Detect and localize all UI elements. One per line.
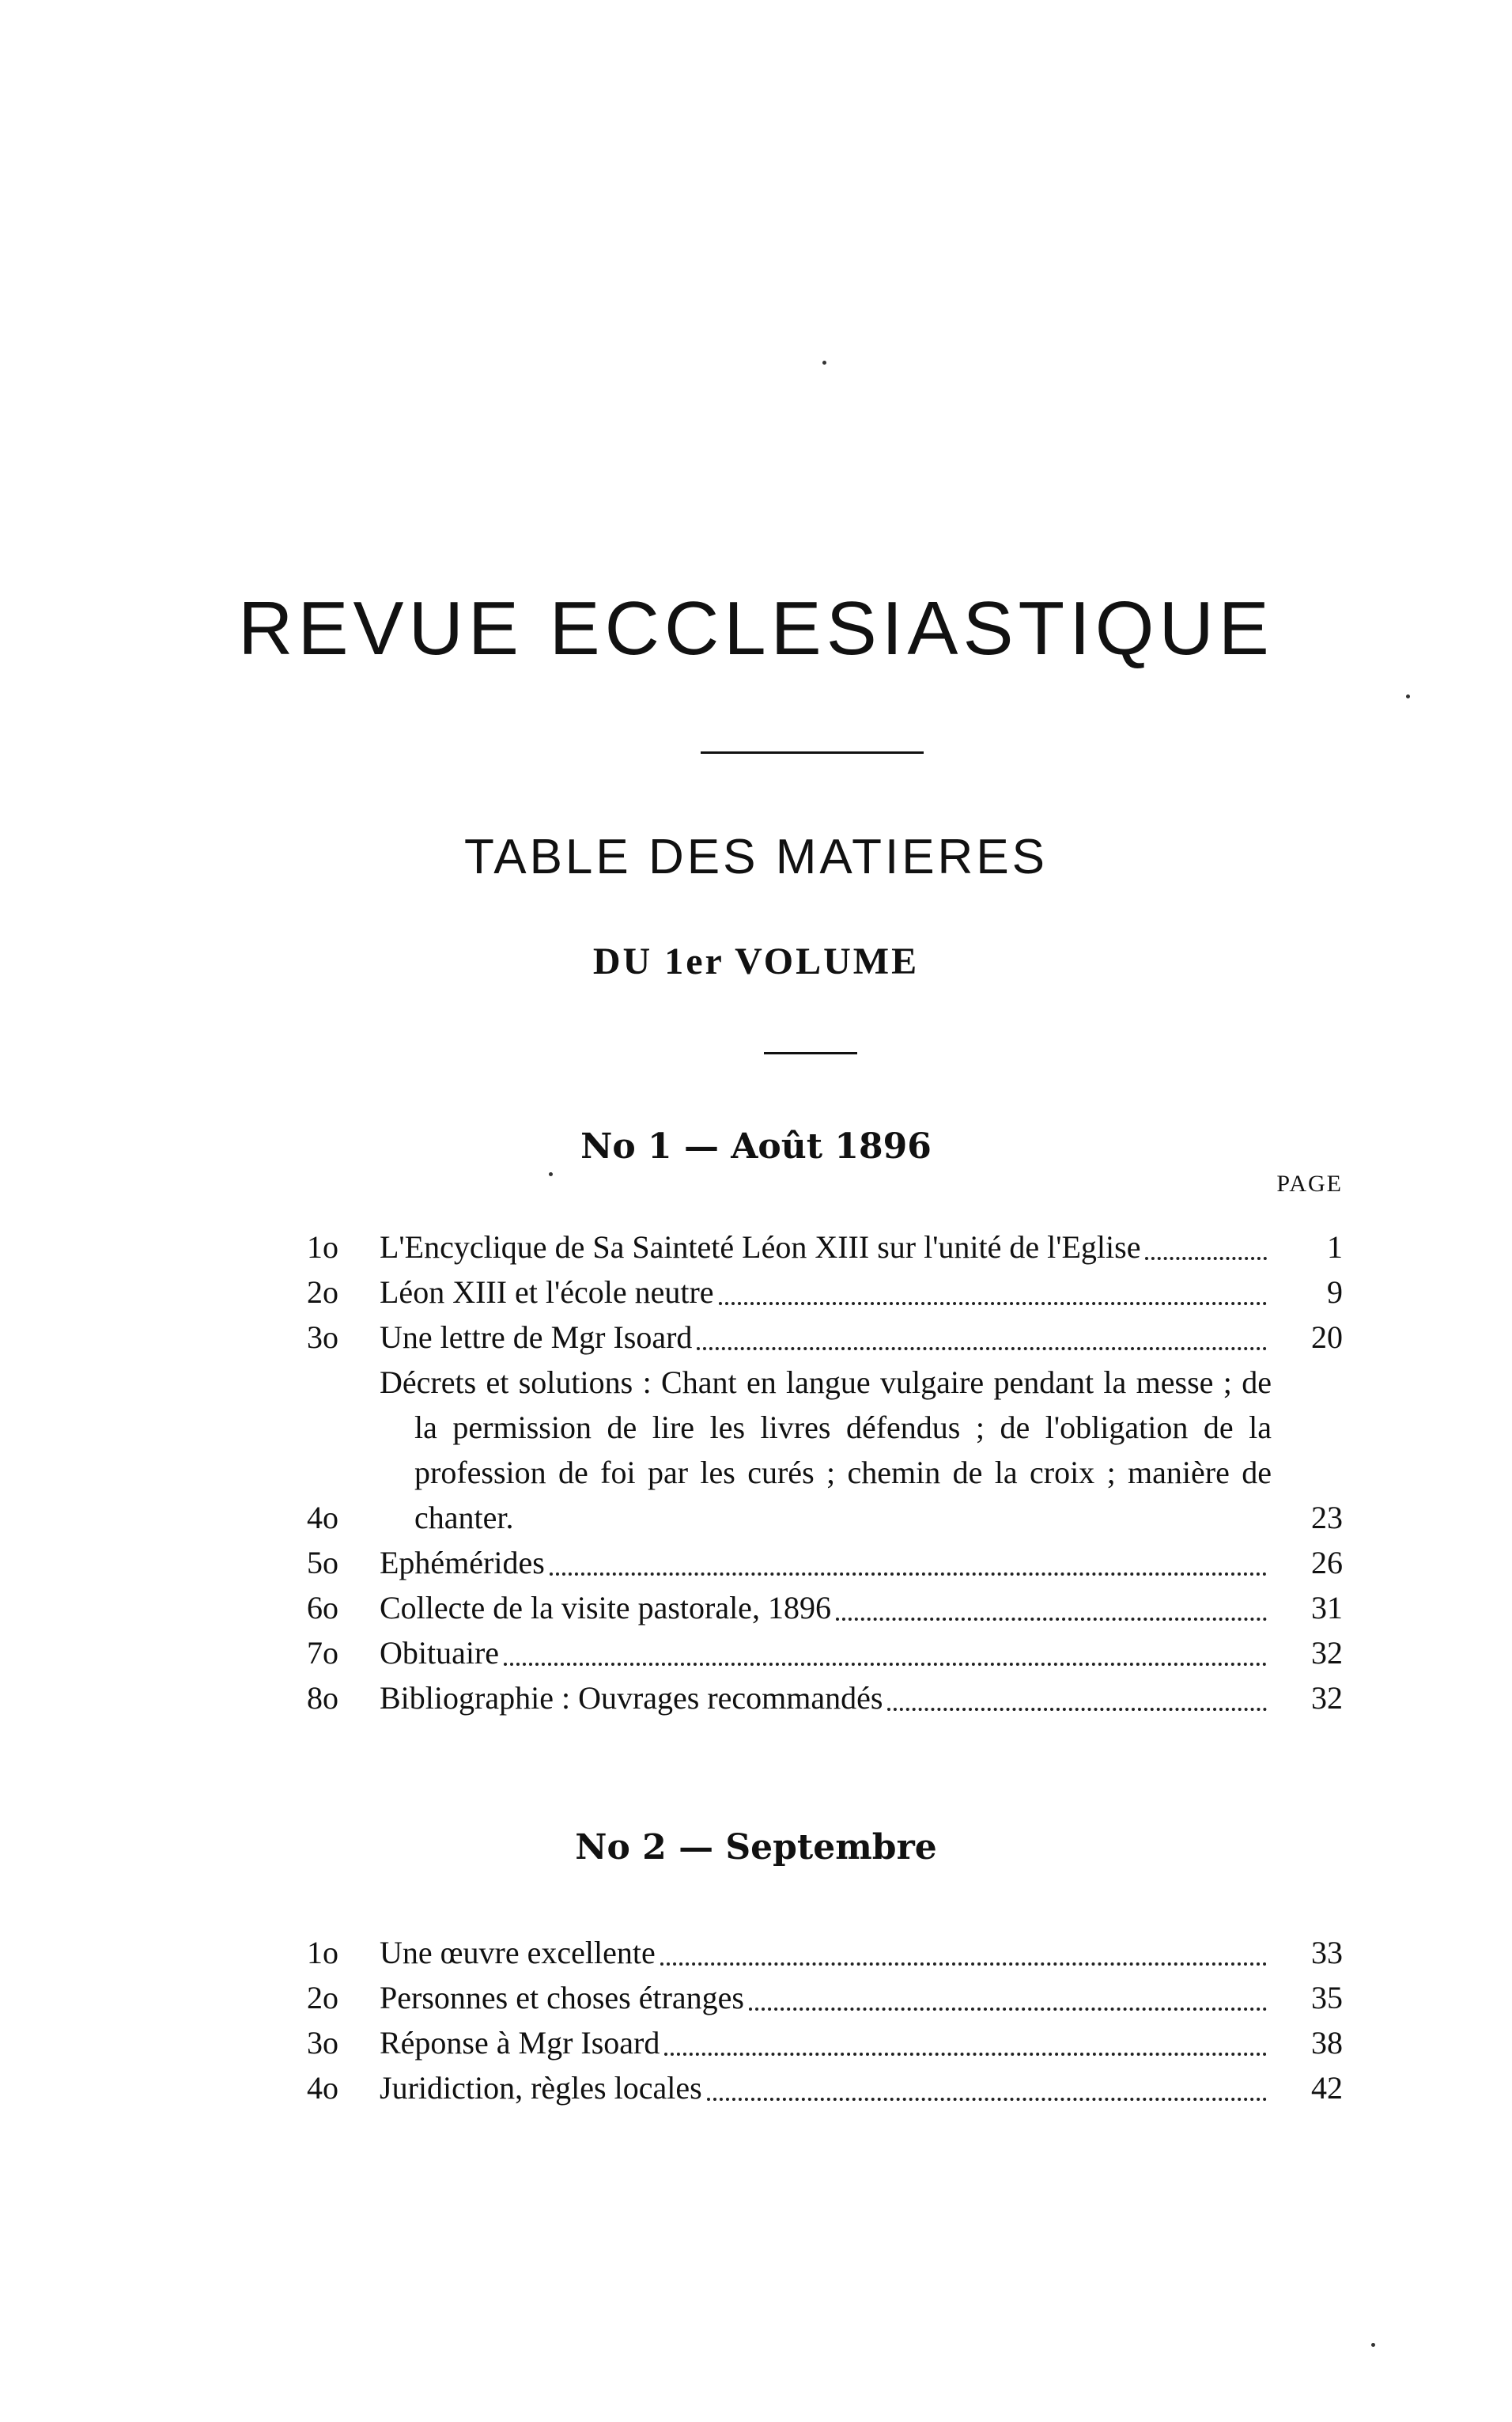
entry-number: 2o bbox=[307, 1980, 338, 2015]
journal-title: REVUE ECCLESIASTIQUE bbox=[238, 586, 1274, 671]
toc-entry bbox=[307, 2020, 1343, 2065]
dot-leader bbox=[1145, 1239, 1267, 1260]
issue-2-contents bbox=[307, 1930, 1343, 2110]
entry-page-number: 38 bbox=[1311, 2025, 1343, 2061]
entry-number: 3o bbox=[307, 1319, 338, 1355]
entry-title: Collecte de la visite pastorale, 1896 bbox=[380, 1590, 831, 1625]
toc-entry bbox=[307, 1675, 1343, 1720]
dot-leader bbox=[660, 1945, 1267, 1966]
entry-number: 1o bbox=[307, 1935, 338, 1970]
entry-title: Ephémérides bbox=[380, 1545, 545, 1580]
dot-leader bbox=[697, 1330, 1267, 1350]
toc-entry bbox=[307, 1270, 1343, 1315]
entry-title: Juridiction, règles locales bbox=[380, 2070, 702, 2106]
entry-number: 1o bbox=[307, 1229, 338, 1265]
entry-number: 4o bbox=[307, 2070, 338, 2106]
entry-number: 5o bbox=[307, 1545, 338, 1580]
entry-title: Réponse à Mgr Isoard bbox=[380, 2025, 660, 2061]
toc-entry bbox=[307, 1975, 1343, 2020]
entry-number: 6o bbox=[307, 1590, 338, 1625]
entry-page-number: 33 bbox=[1311, 1935, 1343, 1970]
entry-page-number: 35 bbox=[1311, 1980, 1343, 2015]
issue-heading: No 1 — Août 1896 bbox=[580, 1126, 932, 1167]
entry-title: Une œuvre excellente bbox=[380, 1935, 656, 1970]
entry-title: Léon XIII et l'école neutre bbox=[380, 1274, 714, 1310]
entry-title: Décrets et solutions : Chant en langue vulgaire pendant la messe ; de la permission de lire les livres défendus ; de l'obligation de la profession de foi par les curés ; chemin de la croix ; manière de chanter. bbox=[380, 1364, 1272, 1535]
entry-page-number: 32 bbox=[1311, 1680, 1343, 1716]
dot-leader bbox=[719, 1285, 1267, 1305]
toc-entry bbox=[307, 1315, 1343, 1360]
page-column-label: PAGE bbox=[1276, 1171, 1343, 1197]
entry-page-number: 32 bbox=[1311, 1635, 1343, 1671]
dot-leader bbox=[749, 1990, 1267, 2011]
entry-title: Obituaire bbox=[380, 1635, 500, 1671]
toc-entry bbox=[307, 1224, 1343, 1270]
entry-page-number: 1 bbox=[1327, 1229, 1343, 1265]
toc-entry bbox=[307, 1540, 1343, 1585]
divider-rule bbox=[764, 1052, 857, 1054]
entry-page-number: 9 bbox=[1327, 1274, 1343, 1310]
entry-title: L'Encyclique de Sa Sainteté Léon XIII sur l'unité de l'Eglise bbox=[380, 1229, 1141, 1265]
volume-heading: DU 1er VOLUME bbox=[592, 940, 920, 982]
entry-number: 8o bbox=[307, 1680, 338, 1716]
entry-title: Bibliographie : Ouvrages recommandés bbox=[380, 1680, 883, 1716]
toc-entry bbox=[307, 1930, 1343, 1975]
dot-leader bbox=[836, 1600, 1267, 1621]
entry-title: Personnes et choses étranges bbox=[380, 1980, 744, 2015]
toc-entry bbox=[307, 1360, 1343, 1540]
issue-heading: No 2 — Septembre bbox=[575, 1827, 937, 1868]
toc-entry bbox=[307, 1630, 1343, 1675]
divider-rule bbox=[701, 751, 924, 754]
toc-entry bbox=[307, 1585, 1343, 1630]
table-of-contents-heading: TABLE DES MATIERES bbox=[463, 830, 1049, 884]
entry-page-number: 23 bbox=[1311, 1500, 1343, 1535]
paper-speck bbox=[1371, 2343, 1375, 2347]
entry-title: Une lettre de Mgr Isoard bbox=[380, 1319, 693, 1355]
dot-leader bbox=[504, 1645, 1267, 1666]
entry-number: 3o bbox=[307, 2025, 338, 2061]
entry-page-number: 20 bbox=[1311, 1319, 1343, 1355]
entry-page-number: 31 bbox=[1311, 1590, 1343, 1625]
entry-page-number: 26 bbox=[1311, 1545, 1343, 1580]
entry-number: 4o bbox=[307, 1500, 338, 1535]
paper-speck bbox=[549, 1172, 553, 1176]
dot-leader bbox=[550, 1555, 1267, 1576]
paper-speck bbox=[1406, 694, 1410, 698]
entry-number: 2o bbox=[307, 1274, 338, 1310]
paper-speck bbox=[822, 361, 826, 365]
entry-number: 7o bbox=[307, 1635, 338, 1671]
dot-leader bbox=[664, 2035, 1267, 2056]
issue-1-contents bbox=[307, 1224, 1343, 1720]
dot-leader bbox=[887, 1690, 1267, 1711]
toc-entry bbox=[307, 2065, 1343, 2110]
entry-page-number: 42 bbox=[1311, 2070, 1343, 2106]
dot-leader bbox=[707, 2080, 1267, 2101]
